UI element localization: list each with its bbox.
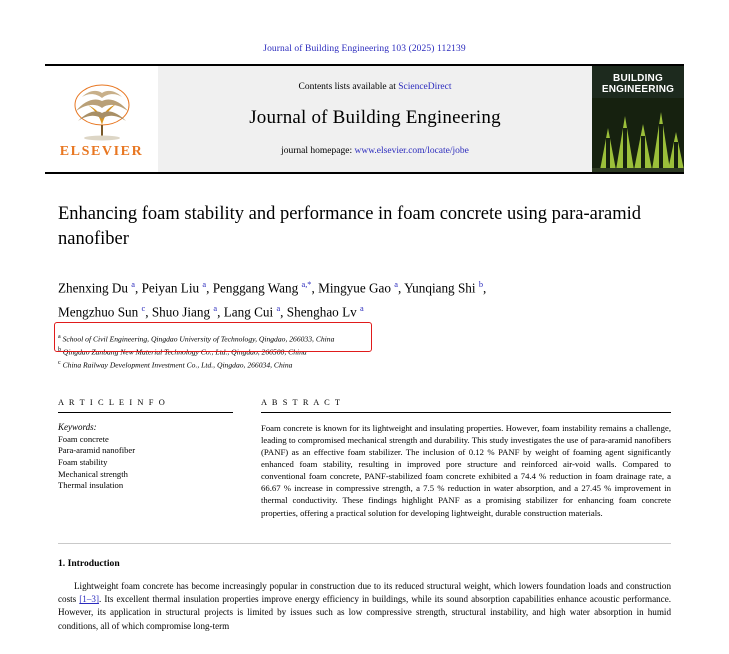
masthead-center — [158, 66, 592, 172]
article-info-column — [58, 398, 233, 519]
journal-homepage-link[interactable]: www.elsevier.com/locate/jobe — [354, 146, 469, 156]
author-sup: c — [141, 304, 146, 314]
info-abstract-section — [58, 398, 671, 519]
section-divider — [58, 543, 671, 544]
author-sup: a — [394, 280, 398, 289]
author-sup: b — [478, 280, 484, 289]
author-list — [58, 274, 671, 323]
journal-homepage-line — [281, 146, 469, 156]
affiliation-text: China Railway Development Investment Co., Ltd., Qingdao, 266034, China — [62, 360, 293, 370]
body-paragraph — [58, 580, 671, 634]
contents-available-line — [298, 82, 451, 92]
author-sup: a — [360, 304, 364, 314]
cover-artwork — [592, 98, 684, 172]
abstract-heading: A B S T R A C T — [261, 398, 671, 413]
journal-cover-thumbnail — [592, 66, 684, 172]
publisher-logo — [45, 66, 158, 172]
cover-title-line1: BUILDING — [613, 73, 663, 84]
author-sup: a — [276, 304, 281, 314]
keyword-item: Para-aramid nanofiber — [58, 445, 136, 456]
affiliation-marker: a — [58, 333, 61, 340]
paragraph-part-1: Lightweight foam concrete has become increasingly popular in construction due to its reduced structural weight, which lowers foundation loads and construction costs — [58, 580, 671, 605]
homepage-prefix: journal homepage: — [281, 146, 353, 156]
affiliation-marker: c — [58, 359, 61, 366]
affiliation-item — [58, 345, 671, 358]
keyword-item: Foam concrete — [58, 433, 109, 444]
affiliation-item — [58, 358, 671, 371]
journal-masthead — [45, 64, 684, 174]
author-sup: a,* — [301, 280, 312, 289]
author-line-2: Mengzhuo Sun $^c$, Shuo Jiang $^a$, Lang Cui $^a$, Shenghao Lv $^a$ — [58, 304, 364, 320]
cover-title-line2: ENGINEERING — [601, 84, 675, 95]
affiliation-marker: b — [58, 346, 61, 353]
author-line-1: Zhenxing Du $^a$, Peiyan Liu $^a$, Penggang Wang $^{a,*}$, Mingyue Gao $^a$, Yunqiang Shi $^b$, — [58, 280, 487, 296]
section-heading: 1. Introduction — [58, 557, 120, 569]
cover-title — [592, 73, 684, 95]
sciencedirect-link[interactable]: ScienceDirect — [398, 82, 452, 92]
abstract-text: Foam concrete is known for its lightweight and insulating properties. However, foam instability remains a challenge, leading to compromised mechanical strength and durability. This study investigates the use of para-aramid nanofibers (PANF) as an effective foam stabilizer. The inclusion of 0.12 % PANF by weight of foaming agent significantly enhanced foam stability, resulting in improved pore structure and reinforced air-void walls. Compared to conventional foam concrete, PANF-stabilized foam concrete exhibited a 74.4 % reduction in foam drainage rate, a 66.67 % increase in compressive strength, a 7.5 % reduction in water absorption, and a 27.45 % improvement in thermal conductivity. These findings highlight PANF as a promising stabilizer for enhancing foam concrete properties, offering a practical solution for developing lightweight, durable construction materials. — [261, 422, 671, 518]
affiliation-item — [58, 332, 671, 345]
elsevier-wordmark: ELSEVIER — [59, 143, 144, 159]
author-sup: a — [202, 280, 207, 289]
author-sup: a — [131, 280, 135, 289]
keyword-item: Foam stability — [58, 457, 108, 468]
keywords-label: Keywords: — [58, 421, 97, 432]
journal-title: Journal of Building Engineering — [249, 107, 501, 128]
affiliation-text: Qingdao Zanbang New Material Technology Co., Ltd., Qingdao, 266500, China — [62, 347, 307, 357]
elsevier-tree-icon — [62, 81, 142, 143]
title-block — [58, 202, 671, 371]
affiliation-text: School of Civil Engineering, Qingdao University of Technology, Qingdao, 266033, China — [62, 334, 335, 344]
keywords-list — [58, 434, 233, 492]
running-head: Journal of Building Engineering 103 (2025) 112139 — [263, 44, 466, 54]
page-title: Enhancing foam stability and performance in foam concrete using para-aramid nanofiber — [58, 204, 642, 249]
keyword-item: Mechanical strength — [58, 468, 128, 479]
paragraph-part-2: . Its excellent thermal insulation properties improve energy efficiency in buildings, while its sound absorption capabilities enhance acoustic performance. However, its application in structural projects is limited by issues such as low compressive strength, structural instability, and high water absorption in humid conditions, all of which compromise long-term — [58, 594, 672, 631]
contents-prefix: Contents lists available at — [298, 82, 396, 92]
article-info-heading: A R T I C L E I N F O — [58, 398, 233, 413]
abstract-column — [261, 398, 671, 519]
affiliation-list — [58, 332, 671, 371]
author-sup: a — [213, 304, 218, 314]
citation-link[interactable]: [1–3] — [79, 594, 99, 605]
keyword-item: Thermal insulation — [58, 480, 124, 491]
introduction-section — [58, 558, 671, 634]
